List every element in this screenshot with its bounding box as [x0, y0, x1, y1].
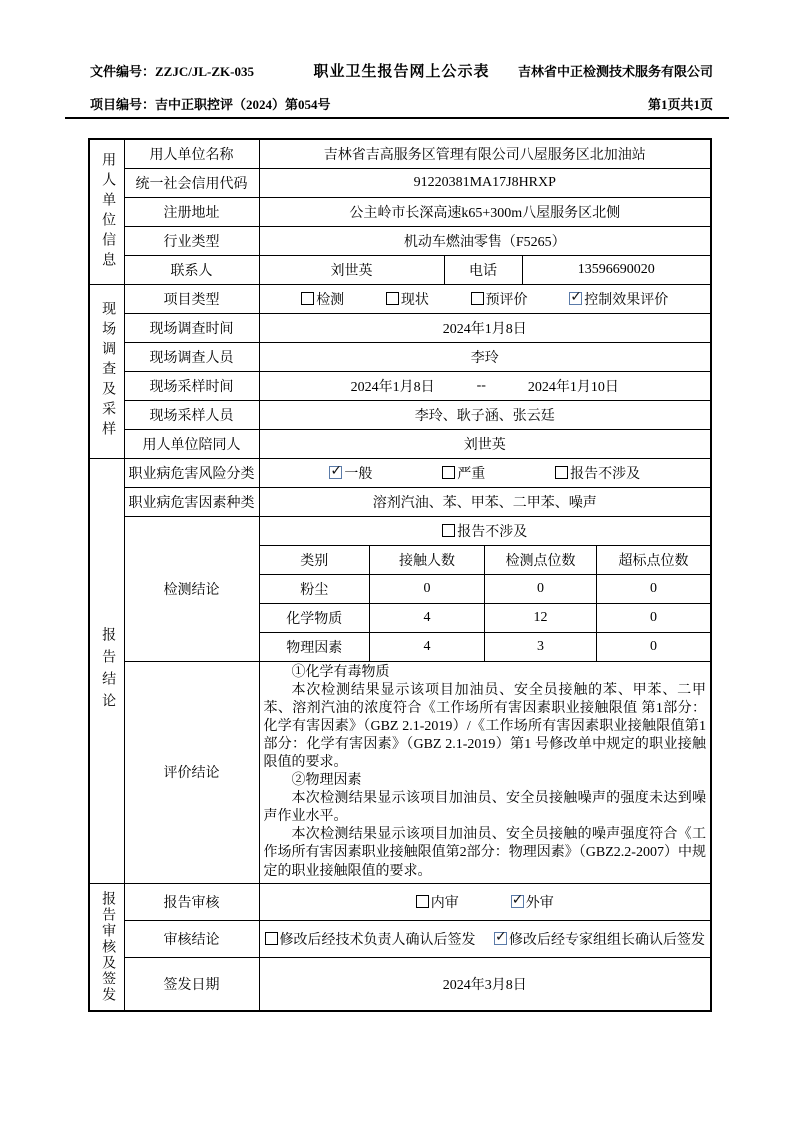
label-employer-name: 用人单位名称 [124, 139, 259, 168]
sampling-start-date: 2024年1月8日 [350, 379, 435, 395]
checkbox-option[interactable] [555, 463, 640, 483]
page-indicator: 第1页共1页 [647, 97, 713, 112]
detection-table-cell: 4 [370, 632, 485, 661]
value-phone: 13596690020 [577, 261, 655, 277]
report-review-options [260, 892, 711, 912]
detection-table-cell: 粉尘 [260, 574, 370, 603]
checked-checkbox-icon[interactable] [511, 895, 524, 908]
value-industry-type: 机动车燃油零售（F5265） [259, 226, 711, 255]
value-registered-address: 公主岭市长深高速k65+300m八屋服务区北侧 [259, 197, 711, 226]
evaluation-paragraph: ①化学有毒物质 [291, 664, 390, 680]
project-type-options [260, 289, 711, 309]
unchecked-checkbox-icon[interactable] [471, 292, 484, 305]
doc-number-value: ZZJC/JL-ZK-035 [155, 64, 254, 79]
sampling-end-date: 2024年1月10日 [527, 379, 619, 395]
section-label-survey [89, 284, 124, 458]
section-label-approval [89, 883, 124, 1011]
checkbox-option[interactable] [416, 892, 459, 912]
section-label-conclusion-text: 报告结论 [100, 626, 116, 715]
label-sampling-personnel: 现场采样人员 [124, 400, 259, 429]
detection-table-cell: 12 [485, 603, 597, 632]
sampling-date-range [260, 376, 711, 396]
detection-table-header-cell: 超标点位数 [597, 546, 711, 575]
label-contact-person: 联系人 [124, 255, 259, 284]
label-industry-type: 行业类型 [124, 226, 259, 255]
label-phone: 电话 [444, 256, 523, 284]
checkbox-option[interactable] [301, 289, 344, 309]
label-survey-date: 现场调查时间 [124, 313, 259, 342]
checkbox-option-label: 报告不涉及 [457, 524, 528, 540]
detection-table-cell: 0 [485, 574, 597, 603]
checkbox-option-label: 外审 [525, 895, 554, 911]
label-review-conclusion: 审核结论 [124, 920, 259, 957]
value-credit-code: 91220381MA17J8HRXP [259, 168, 711, 197]
checkbox-option-label: 报告不涉及 [570, 466, 641, 482]
label-sampling-date: 现场采样时间 [124, 371, 259, 400]
evaluation-paragraph: ②物理因素 [291, 773, 362, 789]
label-survey-personnel: 现场调查人员 [124, 342, 259, 371]
checkbox-option[interactable] [442, 521, 527, 541]
checkbox-option[interactable] [329, 463, 372, 483]
detection-table-header-cell: 类别 [260, 546, 370, 575]
risk-class-options [260, 463, 711, 483]
value-employer-name: 吉林省吉高服务区管理有限公司八屋服务区北加油站 [259, 139, 711, 168]
label-risk-class: 职业病危害风险分类 [124, 458, 259, 487]
report-review-cell [259, 883, 711, 920]
unchecked-checkbox-icon[interactable] [416, 895, 429, 908]
checkbox-option-label: 检测 [316, 292, 345, 308]
doc-number-label: 文件编号： [90, 64, 156, 79]
label-detection-conclusion: 检测结论 [124, 516, 259, 661]
checked-checkbox-icon[interactable] [569, 292, 582, 305]
evaluation-paragraph: 本次检测结果显示该项目加油员、安全员接触的苯、甲苯、二甲苯、溶剂汽油的浓度符合《工作场所有害因素职业接触限值 第1部分：化学有害因素》（GBZ 2.1-2019）/《工作场所有害因素职业接触限值第1 部分：化学有害因素》（GBZ 2.1-2019）第1 号修改单中规定的职业接触限值的要求。 [263, 682, 706, 770]
label-evaluation-conclusion: 评价结论 [124, 661, 259, 883]
value-sampling-personnel: 李玲、耿子涵、张云廷 [259, 400, 711, 429]
section-label-employer [89, 139, 124, 284]
label-employer-escort: 用人单位陪同人 [124, 429, 259, 458]
detection-table [260, 546, 711, 661]
project-number-value: 吉中正职控评（2024）第054号 [155, 97, 331, 112]
checkbox-option[interactable] [386, 289, 429, 309]
label-issue-date: 签发日期 [124, 957, 259, 1011]
checkbox-option-label: 现状 [400, 292, 429, 308]
evaluation-conclusion-cell [259, 661, 711, 883]
header-divider [65, 117, 729, 119]
risk-class-cell [259, 458, 711, 487]
contact-row [260, 256, 711, 284]
checkbox-option[interactable] [511, 892, 554, 912]
value-survey-date: 2024年1月8日 [259, 313, 711, 342]
detection-table-cell: 0 [597, 603, 711, 632]
checkbox-option[interactable] [442, 463, 485, 483]
detection-table-cell: 物理因素 [260, 632, 370, 661]
section-label-employer-text: 用人单位信息 [100, 151, 116, 272]
label-project-type: 项目类型 [124, 284, 259, 313]
checkbox-option-label: 修改后经技术负责人确认后签发 [279, 932, 476, 948]
detection-table-header-cell: 接触人数 [370, 546, 485, 575]
checkbox-option[interactable] [471, 289, 528, 309]
checkbox-option-label: 严重 [457, 466, 486, 482]
checkbox-option[interactable] [265, 929, 476, 949]
org-name: 吉林省中正检测技术服务有限公司 [518, 64, 714, 79]
detection-table-cell: 4 [370, 603, 485, 632]
value-issue-date: 2024年3月8日 [259, 957, 711, 1011]
checkbox-option-label: 一般 [344, 466, 373, 482]
label-credit-code: 统一社会信用代码 [124, 168, 259, 197]
value-hazard-factor-types: 溶剂汽油、苯、甲苯、二甲苯、噪声 [259, 487, 711, 516]
checkbox-option-label: 控制效果评价 [584, 292, 669, 308]
unchecked-checkbox-icon[interactable] [301, 292, 314, 305]
value-employer-escort: 刘世英 [259, 429, 711, 458]
checkbox-option[interactable] [494, 929, 705, 949]
detection-table-cell: 0 [597, 574, 711, 603]
checked-checkbox-icon[interactable] [329, 466, 342, 479]
checkbox-option-label: 内审 [430, 895, 459, 911]
project-number [90, 94, 331, 113]
detection-table-cell: 0 [370, 574, 485, 603]
detection-table-cell: 0 [597, 632, 711, 661]
project-number-label: 项目编号： [90, 97, 156, 112]
value-survey-personnel: 李玲 [259, 342, 711, 371]
label-registered-address: 注册地址 [124, 197, 259, 226]
evaluation-paragraph: 本次检测结果显示该项目加油员、安全员接触的噪声强度符合《工作场所有害因素职业接触限值第2部分：物理因素》（GBZ2.2-2007）中规定的职业接触限值的要求。 [263, 827, 706, 879]
detection-table-header-cell: 检测点位数 [485, 546, 597, 575]
project-type-cell [259, 284, 711, 313]
checkbox-option-label: 修改后经专家组组长确认后签发 [509, 932, 705, 948]
document-header [90, 60, 713, 81]
detection-table-cell: 化学物质 [260, 603, 370, 632]
section-label-conclusion [89, 458, 124, 883]
review-conclusion-cell [259, 920, 711, 957]
date-range-separator: -- [476, 377, 486, 393]
label-hazard-factor-types: 职业病危害因素种类 [124, 487, 259, 516]
checkbox-option-label: 预评价 [485, 292, 528, 308]
unchecked-checkbox-icon[interactable] [555, 466, 568, 479]
unchecked-checkbox-icon[interactable] [442, 524, 455, 537]
checked-checkbox-icon[interactable] [494, 932, 507, 945]
section-label-survey-text: 现场调查及采样 [100, 301, 116, 441]
detection-table-cell: 3 [485, 632, 597, 661]
document-subheader [90, 94, 713, 113]
doc-number [90, 61, 314, 80]
form-title: 职业卫生报告网上公示表 [313, 64, 490, 80]
contact-cell [259, 255, 711, 284]
label-report-review: 报告审核 [124, 883, 259, 920]
unchecked-checkbox-icon[interactable] [442, 466, 455, 479]
unchecked-checkbox-icon[interactable] [386, 292, 399, 305]
form-table [88, 138, 712, 1012]
checkbox-option[interactable] [569, 289, 668, 309]
sampling-date-cell [259, 371, 711, 400]
detection-conclusion-cell [259, 516, 711, 661]
detection-not-involved-options [260, 517, 711, 545]
review-conclusion-options [260, 929, 711, 949]
evaluation-paragraph: 本次检测结果显示该项目加油员、安全员接触噪声的强度未达到噪声作业水平。 [263, 791, 706, 825]
detection-not-involved-row [260, 517, 711, 546]
section-label-approval-text: 报告审核及签发 [100, 890, 116, 1003]
unchecked-checkbox-icon[interactable] [265, 932, 278, 945]
value-contact-person: 刘世英 [330, 263, 373, 279]
